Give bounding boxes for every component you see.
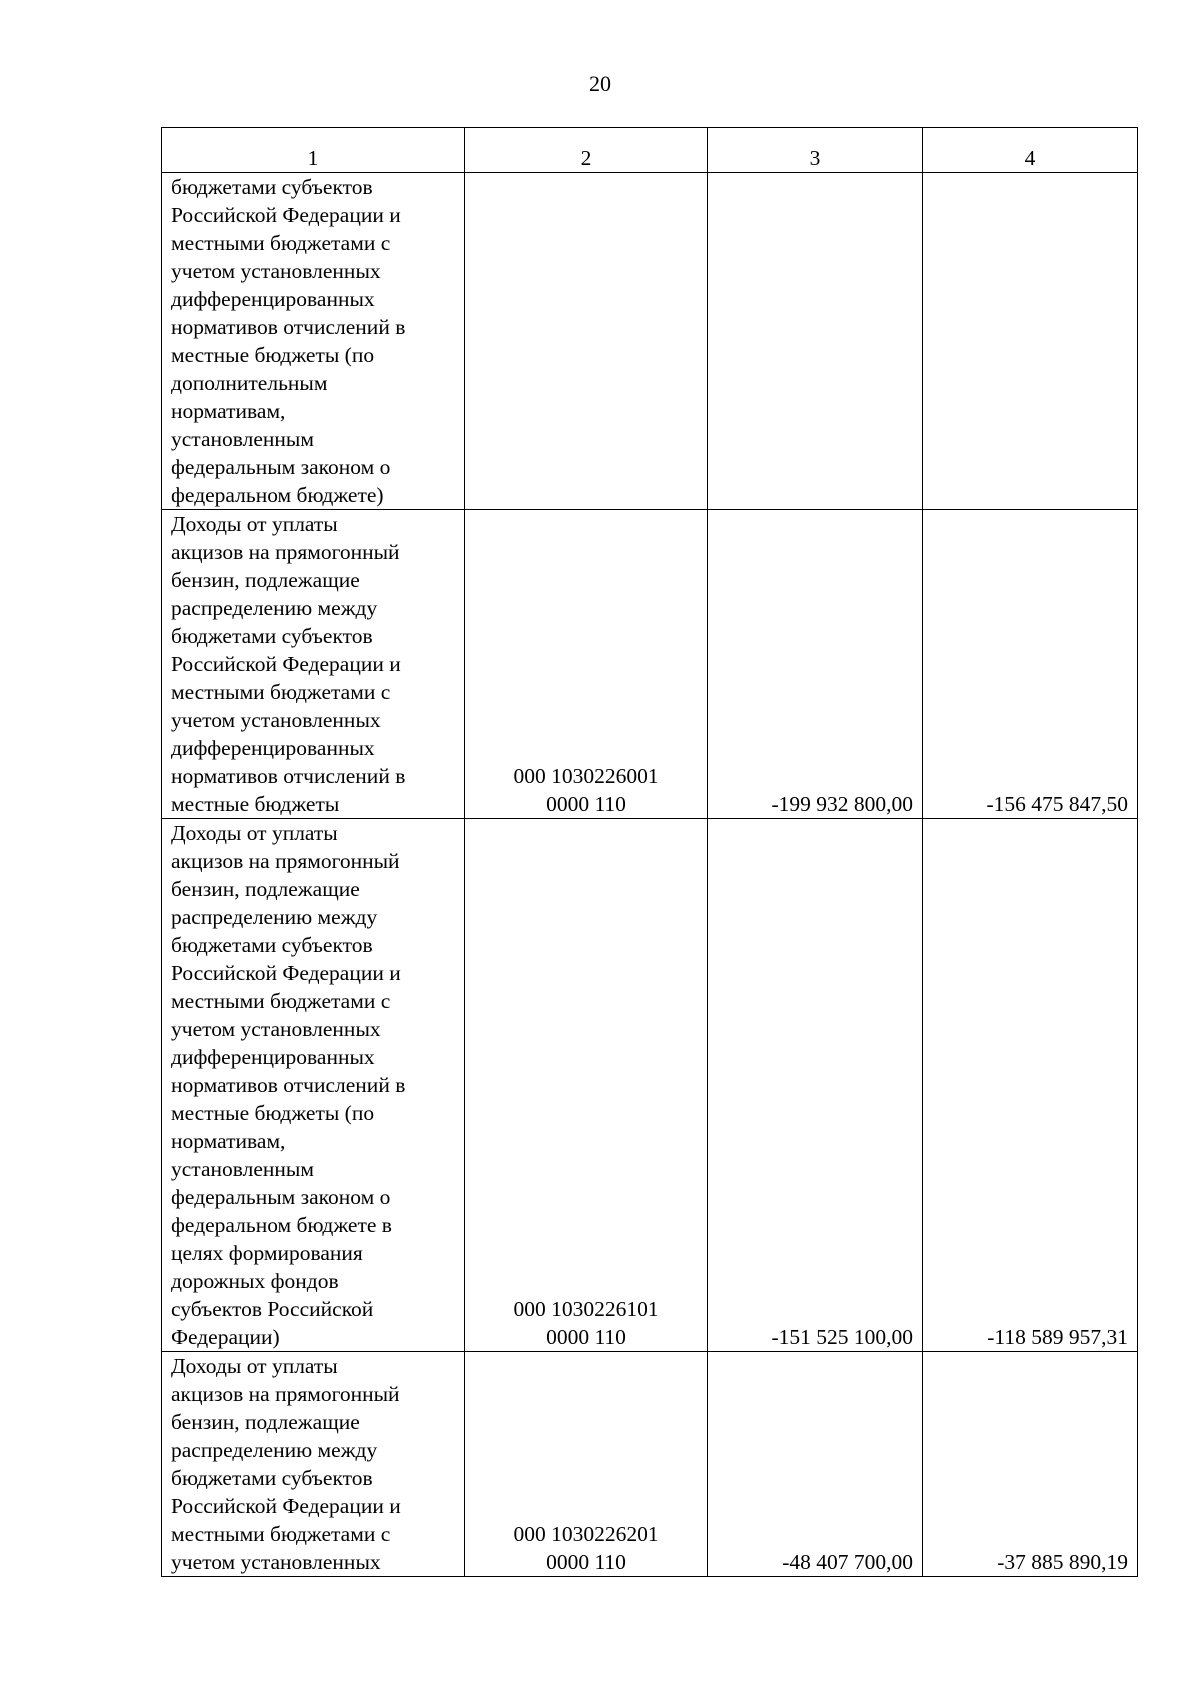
row-description: Доходы от уплаты акцизов на прямогонный бензин, подлежащие распределению между бюджетами субъектов Российской Федерации и местными бюджетами с учетом установленных дифференцированных нормативов отчислений в местные бюджеты (по нормативам, установленным федеральным законом о федеральном бюджете в целях формирования дорожных фондов субъектов Российской Федерации) [162,819,465,1352]
table-row [162,510,1138,819]
table-row [162,819,1138,1352]
row-code [465,173,708,510]
row-value-3: -48 407 700,00 [708,1352,923,1577]
row-code: 000 1030226001 0000 110 [465,510,708,819]
row-value-4 [923,173,1138,510]
row-value-4: -118 589 957,31 [923,819,1138,1352]
row-code: 000 1030226201 0000 110 [465,1352,708,1577]
row-value-3 [708,173,923,510]
header-row [162,128,1138,173]
column-header-3: 3 [708,128,923,173]
row-value-3: -199 932 800,00 [708,510,923,819]
row-value-4: -156 475 847,50 [923,510,1138,819]
table-row [162,1352,1138,1577]
column-header-1: 1 [162,128,465,173]
row-description: Доходы от уплаты акцизов на прямогонный бензин, подлежащие распределению между бюджетами субъектов Российской Федерации и местными бюджетами с учетом установленных дифференцированных нормативов отчислений в местные бюджеты [162,510,465,819]
row-value-4: -37 885 890,19 [923,1352,1138,1577]
column-header-2: 2 [465,128,708,173]
row-code: 000 1030226101 0000 110 [465,819,708,1352]
row-description: Доходы от уплаты акцизов на прямогонный бензин, подлежащие распределению между бюджетами субъектов Российской Федерации и местными бюджетами с учетом установленных [162,1352,465,1577]
budget-table [161,127,1138,1577]
row-value-3: -151 525 100,00 [708,819,923,1352]
column-header-4: 4 [923,128,1138,173]
row-description: бюджетами субъектов Российской Федерации и местными бюджетами с учетом установленных дифференцированных нормативов отчислений в местные бюджеты (по дополнительным нормативам, установленным федеральным законом о федеральном бюджете) [162,173,465,510]
page-number: 20 [589,71,611,96]
table-row [162,173,1138,510]
